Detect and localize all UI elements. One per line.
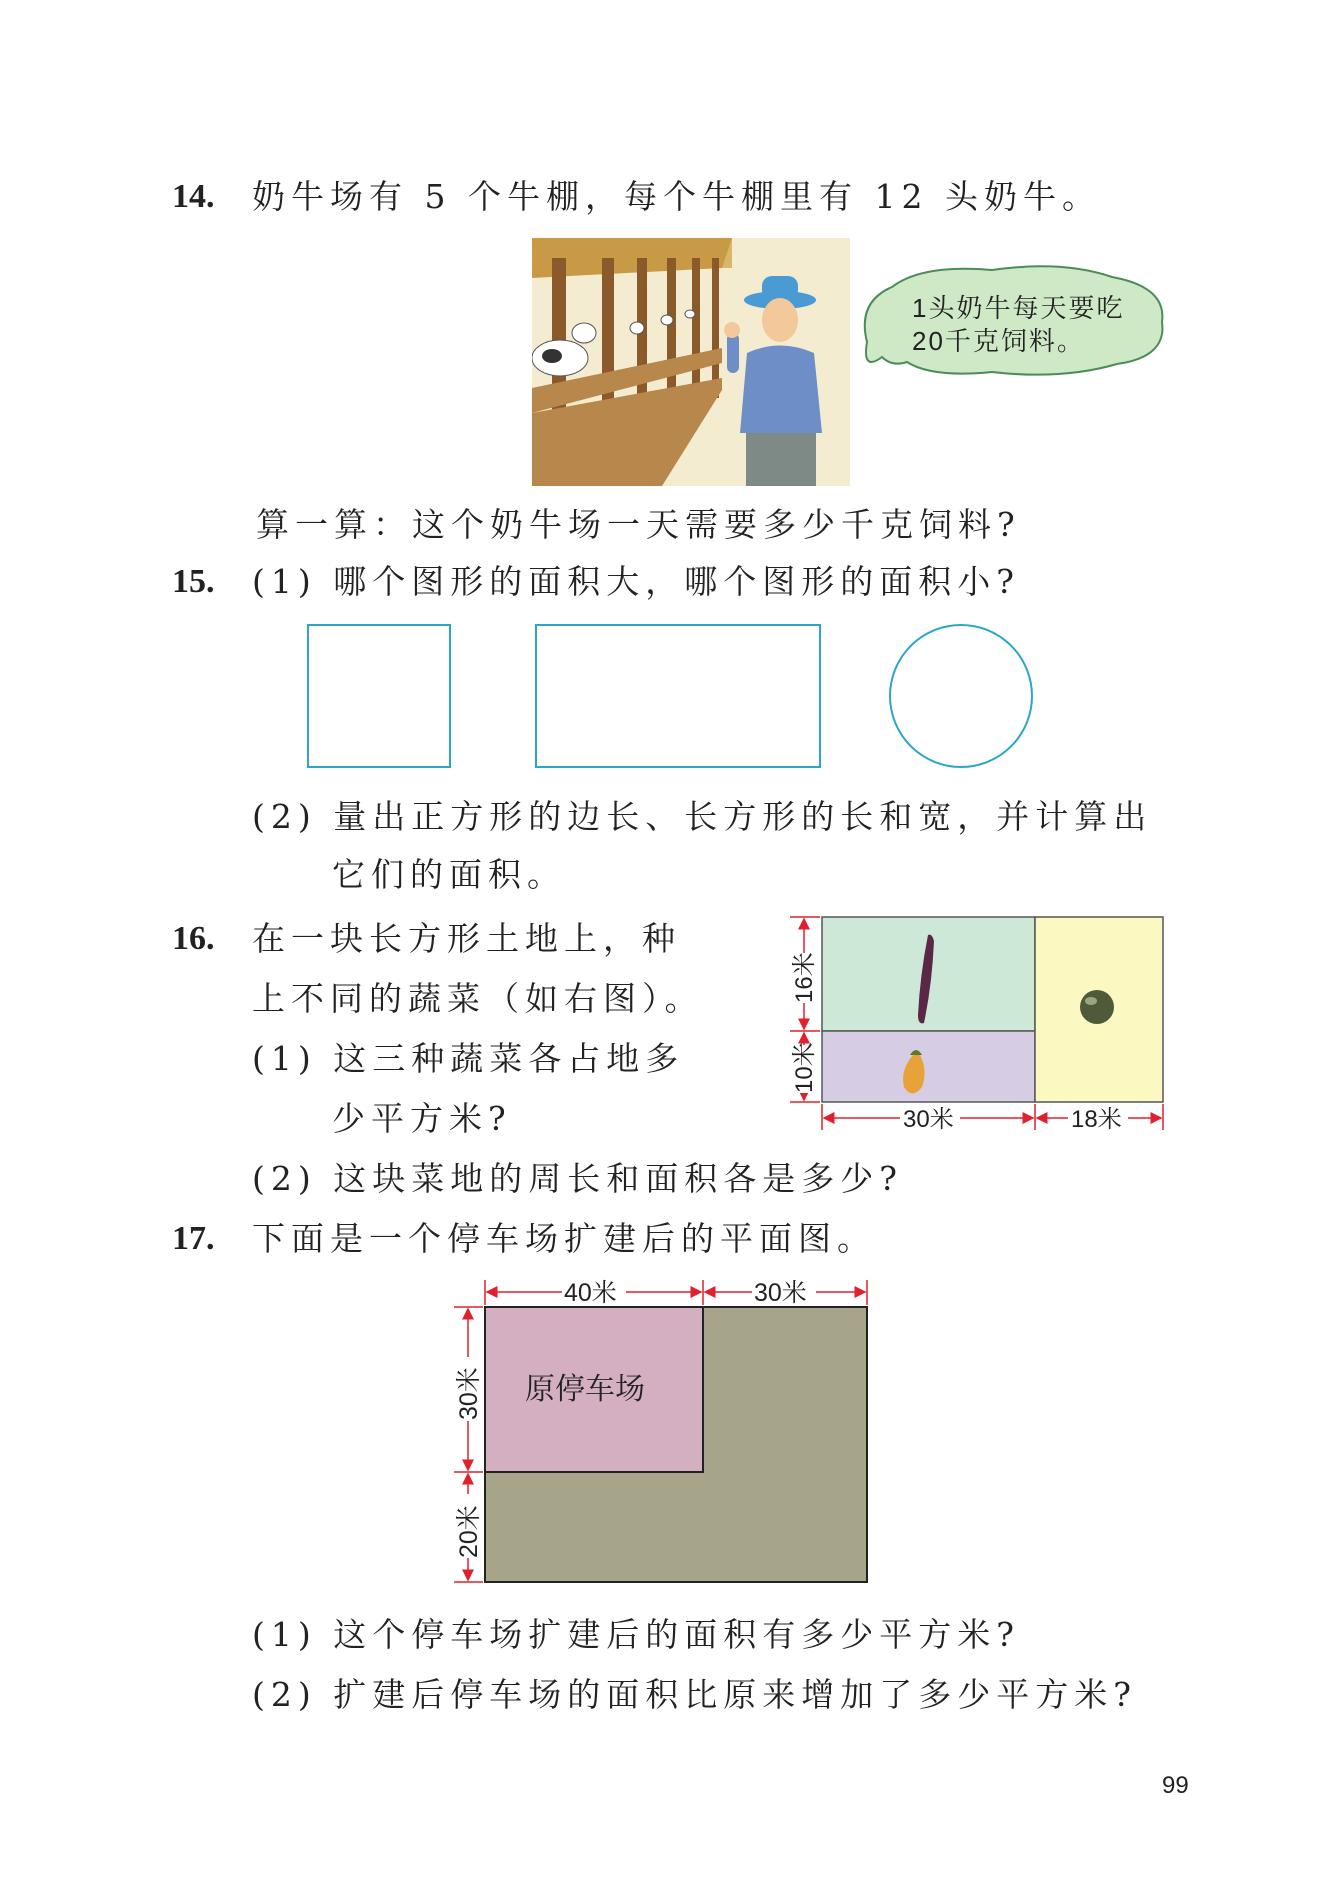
q17-text: 下面是一个停车场扩建后的平面图。 bbox=[252, 1219, 876, 1258]
q16-line1: 在一块长方形土地上，种 bbox=[252, 919, 681, 958]
q16-number: 16. bbox=[172, 920, 215, 957]
q14-text: 奶牛场有 5 个牛棚，每个牛棚里有 12 头奶牛。 bbox=[252, 177, 1101, 216]
vegetable-plot-diagram bbox=[760, 905, 1180, 1133]
q14-number: 14. bbox=[172, 178, 215, 215]
dim-right-width: 18米 bbox=[1071, 1106, 1122, 1133]
q17-part2: (2) 扩建后停车场的面积比原来增加了多少平方米? bbox=[252, 1675, 1137, 1714]
original-lot-label: 原停车场 bbox=[525, 1373, 645, 1406]
q17-part1: (1) 这个停车场扩建后的面积有多少平方米? bbox=[252, 1615, 1020, 1654]
dim-top-height: 16米 bbox=[791, 952, 818, 1003]
plot-purple bbox=[822, 1031, 1035, 1102]
speech-bubble bbox=[862, 262, 1172, 382]
dairy-farm-illustration bbox=[532, 238, 850, 486]
dim-top-right: 30米 bbox=[754, 1279, 807, 1307]
q16-part1-line2: 少平方米? bbox=[332, 1099, 512, 1138]
dim-top-left: 40米 bbox=[564, 1279, 617, 1307]
dim-left-width: 30米 bbox=[903, 1106, 954, 1133]
circle-shape bbox=[890, 625, 1032, 767]
bubble-line-1: 1头奶牛每天要吃 bbox=[912, 293, 1125, 323]
page-number: 99 bbox=[1162, 1772, 1189, 1799]
q17-number: 17. bbox=[172, 1220, 215, 1257]
q14-question: 算一算：这个奶牛场一天需要多少千克饲料? bbox=[256, 505, 1021, 544]
q16-part2: (2) 这块菜地的周长和面积各是多少? bbox=[252, 1159, 903, 1198]
dim-left-top: 30米 bbox=[455, 1367, 483, 1420]
rectangle-shape bbox=[536, 625, 820, 767]
q16-line2: 上不同的蔬菜（如右图）。 bbox=[252, 979, 704, 1018]
dim-left-bottom: 20米 bbox=[455, 1505, 483, 1558]
parking-lot-plan bbox=[440, 1272, 890, 1592]
shapes-figure bbox=[300, 615, 1050, 775]
q15-part1: (1) 哪个图形的面积大，哪个图形的面积小? bbox=[252, 562, 1020, 601]
dim-bottom-height: 10米 bbox=[791, 1042, 818, 1093]
bubble-line-2: 20千克饲料。 bbox=[912, 326, 1085, 356]
q16-part1-line1: (1) 这三种蔬菜各占地多 bbox=[252, 1039, 685, 1078]
q15-number: 15. bbox=[172, 563, 215, 600]
q15-part2-line1: (2) 量出正方形的边长、长方形的长和宽，并计算出 bbox=[252, 797, 1153, 836]
q15-part2-line2: 它们的面积。 bbox=[332, 855, 566, 894]
melon-icon bbox=[1080, 990, 1114, 1024]
square-shape bbox=[308, 625, 450, 767]
